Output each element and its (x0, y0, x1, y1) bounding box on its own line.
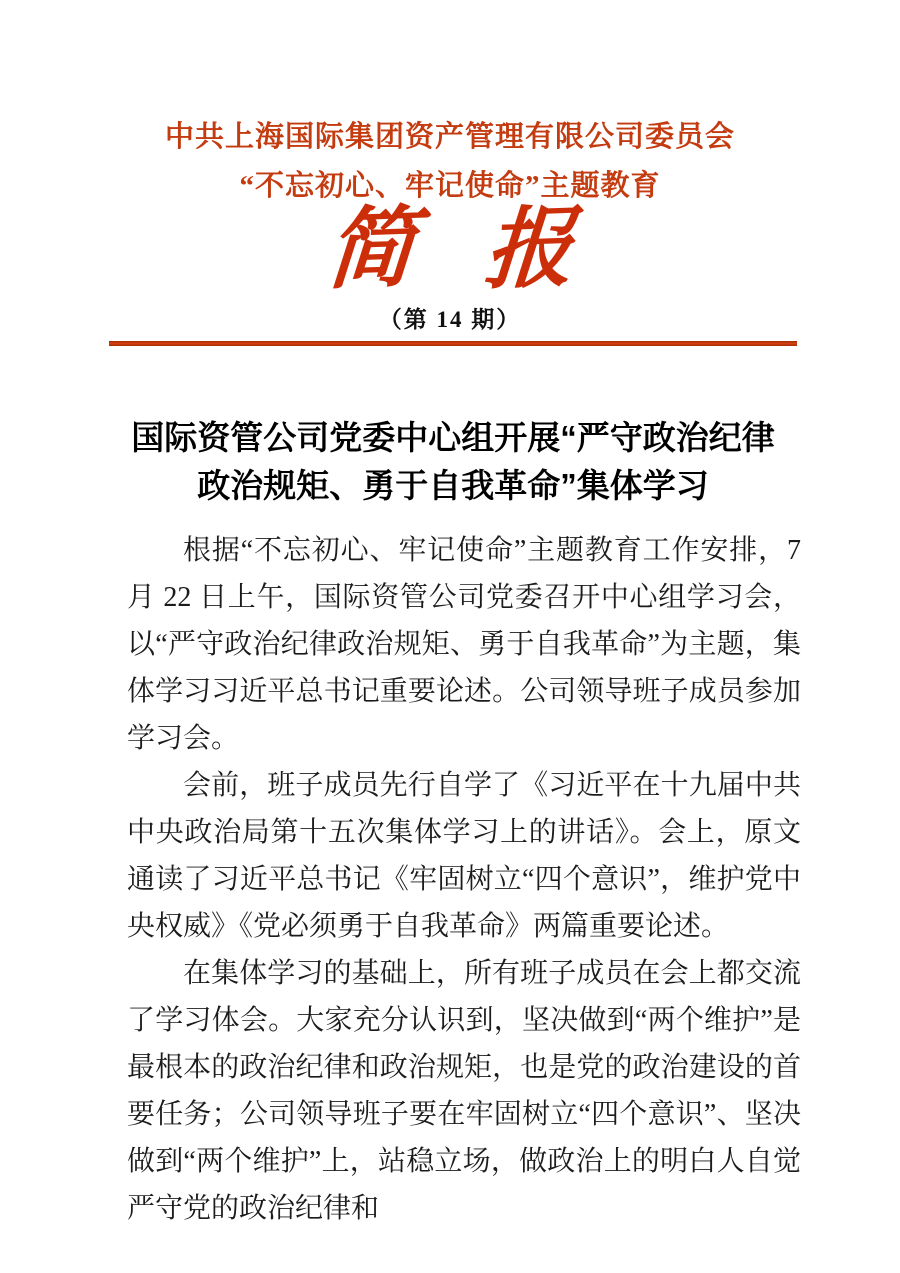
article-title (60, 414, 846, 510)
bulletin-brush-title (0, 194, 900, 302)
article-body (127, 527, 801, 1232)
body-paragraph: 会前，班子成员先行自学了《习近平在十九届中共中央政治局第十五次集体学习上的讲话》。会上，原文通读了习近平总书记《牢固树立“四个意识”，维护党中央权威》《党必须勇于自我革命》两篇重要论述。 (127, 770, 801, 942)
bulletin-brush-char-jian: 简 (322, 194, 419, 302)
article-title-line-1: 国际资管公司党委中心组开展“严守政治纪律 (131, 419, 775, 456)
divider-rule (109, 341, 797, 346)
body-paragraph: 在集体学习的基础上，所有班子成员在会上都交流了学习体会。大家充分认识到，坚决做到“两个维护”是最根本的政治纪律和政治规矩，也是党的政治建设的首要任务；公司领导班子要在牢固树立“四个意识”、坚决做到“两个维护”上，站稳立场，做政治上的明白人自觉严守党的政治纪律和 (127, 958, 801, 1224)
issue-number: （第 14 期） (378, 307, 522, 332)
masthead-theme-line: “不忘初心、牢记使命”主题教育 (239, 170, 661, 202)
bulletin-brush-char-bao: 报 (481, 194, 578, 302)
masthead-org-line: 中共上海国际集团资产管理有限公司委员会 (164, 121, 735, 153)
body-paragraph: 根据“不忘初心、牢记使命”主题教育工作安排，7 月 22 日上午，国际资管公司党委召开中心组学习会，以“严守政治纪律政治规矩、勇于自我革命”为主题，集体学习习近平总书记重要论述。公司领导班子成员参加学习会。 (127, 535, 801, 754)
article-title-line-2: 政治规矩、勇于自我革命”集体学习 (197, 467, 709, 504)
